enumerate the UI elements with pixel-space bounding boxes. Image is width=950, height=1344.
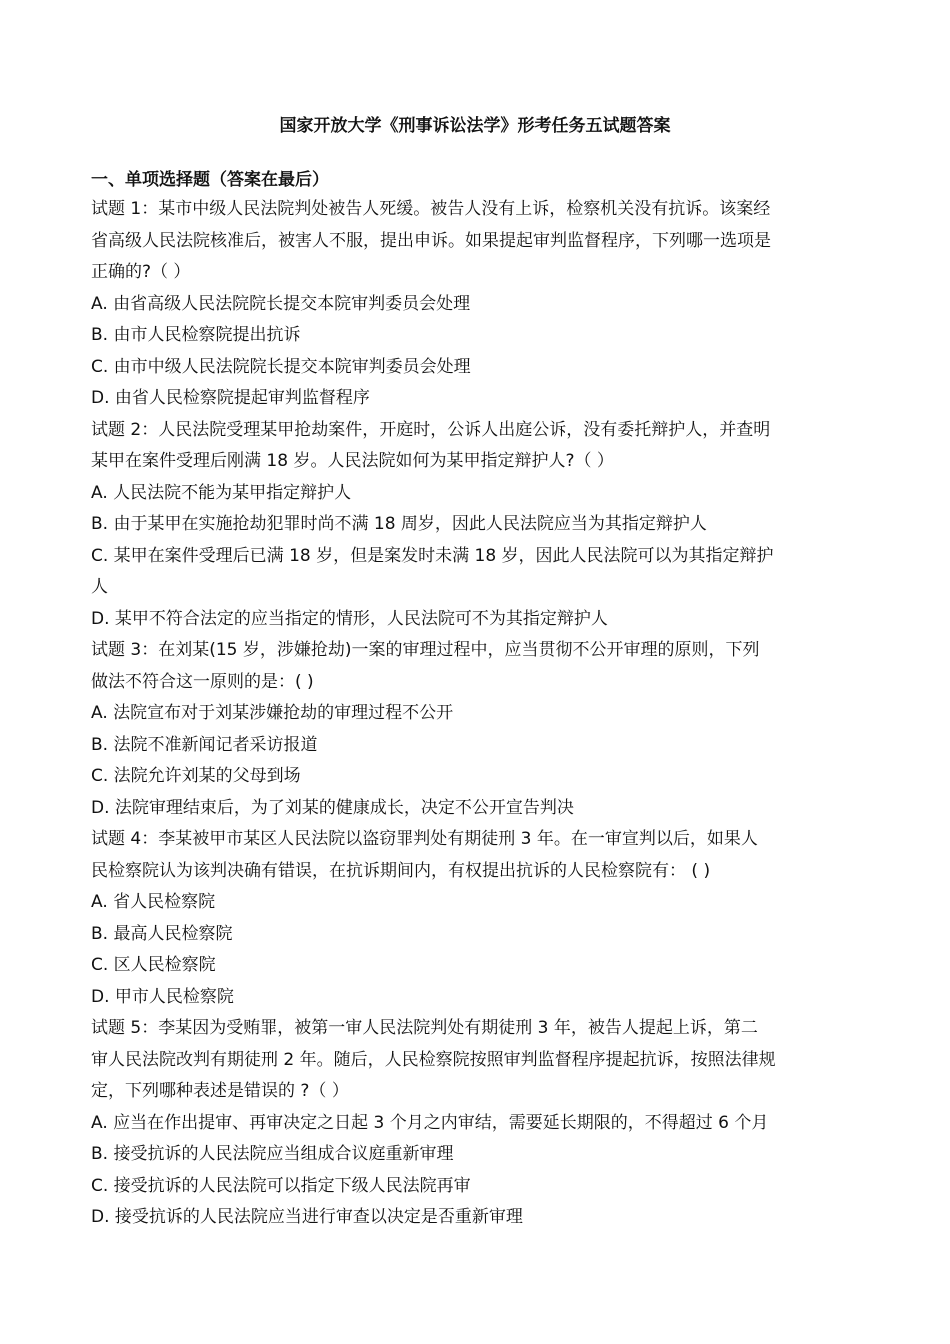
answer-option [91,1139,863,1171]
answer-option [91,352,863,384]
answer-option-text: D. 某甲不符合法定的应当指定的情形，人民法院可不为其指定辩护人 [91,608,608,629]
answer-option [91,919,863,951]
answer-option-text: B. 最高人民检察院 [91,923,233,944]
answer-option-text: C. 接受抗诉的人民法院可以指定下级人民法院再审 [91,1175,471,1196]
answer-option [91,698,863,730]
question-text-line: 试题 1：某市中级人民法院判处被告人死缓。被告人没有上诉，检察机关没有抗诉。该案经 [91,199,771,219]
question-text-line: 正确的?（ ） [91,262,191,282]
question-stem [91,415,863,478]
answer-option [91,1171,863,1203]
question-stem [91,635,863,698]
answer-option [91,509,863,541]
answer-option [91,478,863,510]
answer-option [91,730,863,762]
answer-option [91,289,863,321]
question-block [91,415,863,636]
answer-option-text: A. 人民法院不能为某甲指定辩护人 [91,482,352,503]
question-text-line: 审人民法院改判有期徒刑 2 年。随后，人民检察院按照审判监督程序提起抗诉，按照法律规 [91,1049,776,1070]
question-stem [91,194,863,289]
question-text-line: 试题 5：李某因为受贿罪，被第一审人民法院判处有期徒刑 3 年，被告人提起上诉，第二 [91,1018,758,1038]
question-list [91,194,863,1234]
answer-option-text: B. 接受抗诉的人民法院应当组成合议庭重新审理 [91,1144,454,1164]
question-block [91,1013,863,1234]
answer-option [91,320,863,352]
question-block [91,824,863,1013]
answer-option [91,793,863,825]
answer-option-text: D. 甲市人民检察院 [91,986,234,1007]
question-text-line: 定，下列哪种表述是错误的 ?（ ） [91,1081,349,1101]
answer-option-text: C. 由市中级人民法院院长提交本院审判委员会处理 [91,356,471,377]
question-text-line: 某甲在案件受理后刚满 18 岁。人民法院如何为某甲指定辩护人?（ ） [91,451,614,471]
question-stem [91,824,863,887]
question-text-line: 省高级人民法院核准后，被害人不服，提出申诉。如果提起审判监督程序，下列哪一选项是 [91,230,771,251]
answer-option [91,761,863,793]
question-text-line: 做法不符合这一原则的是：( ) [91,671,314,692]
answer-option-text: A. 法院宣布对于刘某涉嫌抢劫的审理过程不公开 [91,703,454,723]
answer-option [91,604,863,636]
question-text-line: 试题 4：李某被甲市某区人民法院以盗窃罪判处有期徒刑 3 年。在一审宣判以后，如果人 [91,829,758,849]
answer-option-text: A. 省人民检察院 [91,892,216,912]
question-text-line: 试题 3：在刘某(15 岁，涉嫌抢劫)一案的审理过程中，应当贯彻不公开审理的原则，下列 [91,640,760,660]
section-heading: 一、单项选择题（答案在最后） [91,170,329,190]
answer-option [91,982,863,1014]
question-text-line: 民检察院认为该判决确有错误，在抗诉期间内，有权提出抗诉的人民检察院有： ( ) [91,860,711,881]
answer-option-text: B. 由于某甲在实施抢劫犯罪时尚不满 18 周岁，因此人民法院应当为其指定辩护人 [91,514,707,534]
answer-option-text: C. 法院允许刘某的父母到场 [91,766,301,786]
answer-option-text: D. 法院审理结束后，为了刘某的健康成长，决定不公开宣告判决 [91,797,574,818]
question-block [91,635,863,824]
answer-option-text: 人 [91,577,108,597]
answer-option [91,887,863,919]
question-block [91,194,863,415]
answer-option-text: B. 法院不准新闻记者采访报道 [91,734,318,755]
answer-option-text: A. 应当在作出提审、再审决定之日起 3 个月之内审结，需要延长期限的，不得超过 6 个月 [91,1112,769,1133]
answer-option [91,1108,863,1140]
answer-option [91,541,863,604]
answer-option-text: B. 由市人民检察院提出抗诉 [91,325,301,345]
question-text-line: 试题 2：人民法院受理某甲抢劫案件，开庭时，公诉人出庭公诉，没有委托辩护人，并查明 [91,419,771,440]
answer-option-text: D. 由省人民检察院提起审判监督程序 [91,388,370,408]
answer-option-text: C. 区人民检察院 [91,955,216,975]
answer-option [91,383,863,415]
document-title: 国家开放大学《刑事诉讼法学》形考任务五试题答案 [279,116,671,136]
answer-option-text: C. 某甲在案件受理后已满 18 岁，但是案发时未满 18 岁，因此人民法院可以为其指定辩护 [91,545,774,566]
answer-option-text: A. 由省高级人民法院院长提交本院审判委员会处理 [91,293,471,314]
answer-option [91,1202,863,1234]
answer-option-text: D. 接受抗诉的人民法院应当进行审查以决定是否重新审理 [91,1207,523,1227]
question-stem [91,1013,863,1108]
answer-option [91,950,863,982]
document-body [91,166,863,1234]
